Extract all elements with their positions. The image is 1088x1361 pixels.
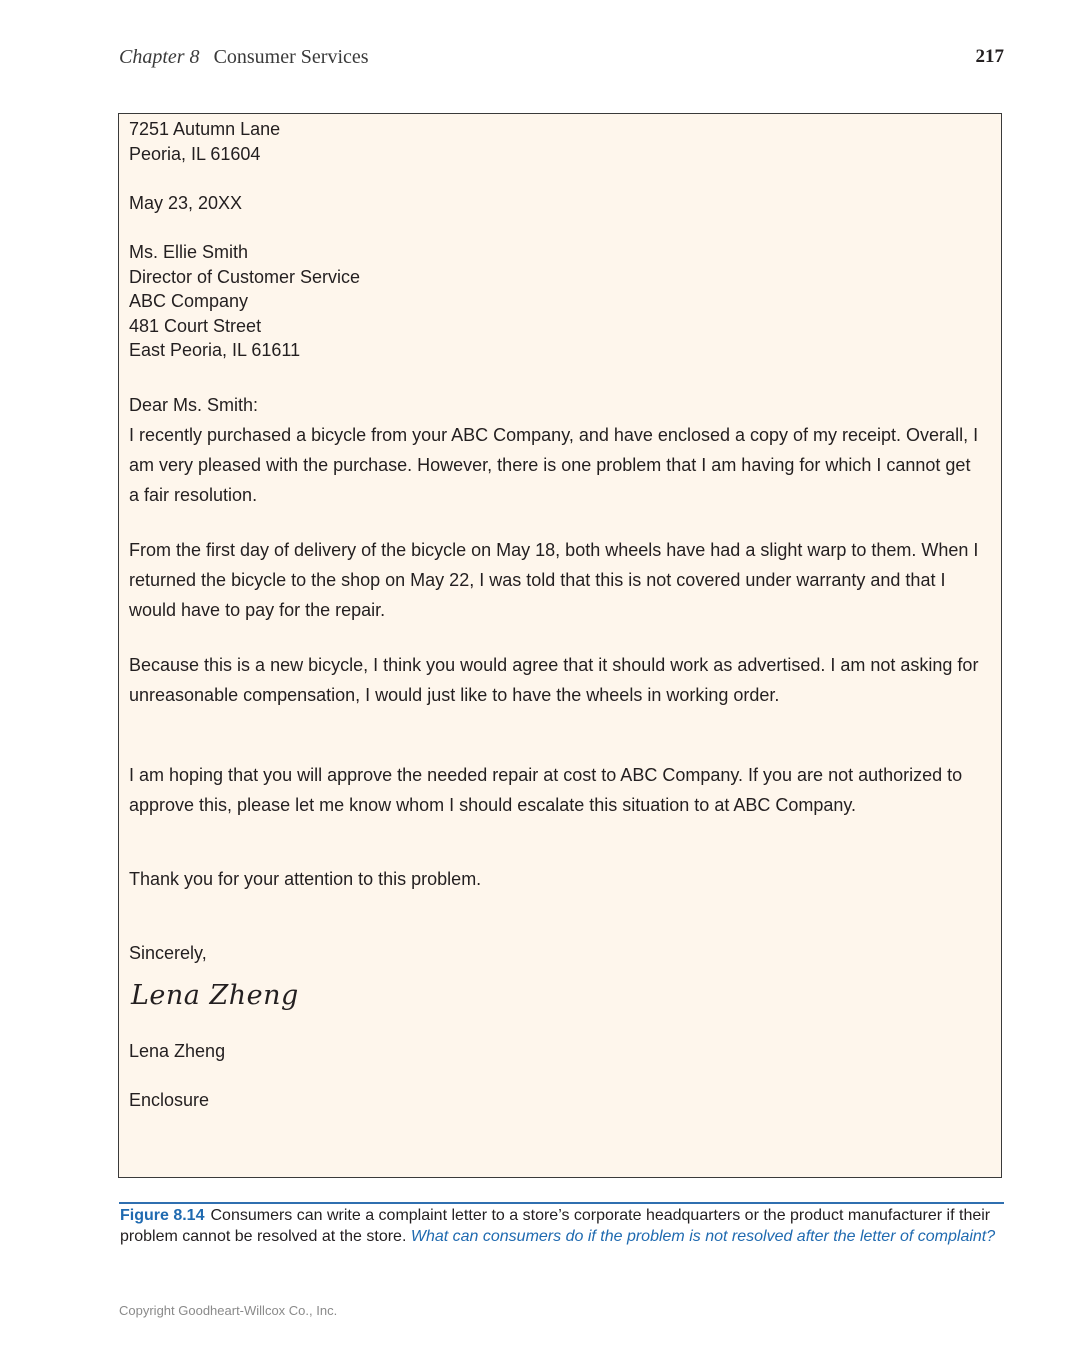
chapter-number: Chapter 8: [119, 46, 200, 68]
complaint-letter: [118, 113, 1002, 1178]
sender-street: 7251 Autumn Lane: [129, 119, 281, 139]
running-header: [119, 46, 1004, 76]
caption-text: Consumers can write a complaint letter to a store’s corporate headquarters or the product manufacturer if their problem cannot be resolved at the store.: [120, 1207, 991, 1245]
caption-rule: [119, 1202, 1004, 1204]
handwritten-signature: Lena Zheng: [131, 980, 299, 1011]
page-number: 217: [975, 46, 1004, 67]
body-paragraph-5: Thank you for your attention to this problem.: [129, 869, 482, 889]
salutation: Dear Ms. Smith:: [129, 395, 259, 415]
sender-city: Peoria, IL 61604: [129, 144, 261, 164]
recipient-name: Ms. Ellie Smith: [129, 242, 249, 262]
figure-caption: [120, 1206, 1004, 1247]
body-paragraph-3: Because this is a new bicycle, I think you would agree that it should work as advertised. I am not asking for unreasonable compensation, I would just like to have the wheels in working order.: [129, 655, 979, 705]
copyright-footer: Copyright Goodheart-Willcox Co., Inc.: [119, 1303, 338, 1318]
body-paragraph-2: From the first day of delivery of the bicycle on May 18, both wheels have had a slight warp to them. When I returned the bicycle to the shop on May 22, I was told that this is not covered under warranty and that I would have to pay for the repair.: [129, 540, 979, 620]
body-paragraph-1: I recently purchased a bicycle from your ABC Company, and have enclosed a copy of my receipt. Overall, I am very pleased with the purchase. However, there is one problem that I am having for which I cannot get a fair resolution.: [129, 425, 979, 505]
recipient-title: Director of Customer Service: [129, 267, 361, 287]
enclosure-note: Enclosure: [129, 1090, 210, 1110]
recipient-street: 481 Court Street: [129, 316, 262, 336]
figure-label: Figure 8.14: [120, 1207, 205, 1224]
recipient-company: ABC Company: [129, 291, 249, 311]
chapter-heading: [119, 46, 369, 69]
caption-question: What can consumers do if the problem is not resolved after the letter of complaint?: [410, 1227, 996, 1245]
recipient-city: East Peoria, IL 61611: [129, 340, 301, 360]
body-paragraph-4: I am hoping that you will approve the needed repair at cost to ABC Company. If you are not authorized to approve this, please let me know whom I should escalate this situation to at ABC Company.: [129, 765, 963, 815]
chapter-title: Consumer Services: [213, 46, 369, 68]
closing: Sincerely,: [129, 943, 207, 963]
letter-date: May 23, 20XX: [129, 193, 243, 213]
printed-name: Lena Zheng: [129, 1041, 226, 1061]
